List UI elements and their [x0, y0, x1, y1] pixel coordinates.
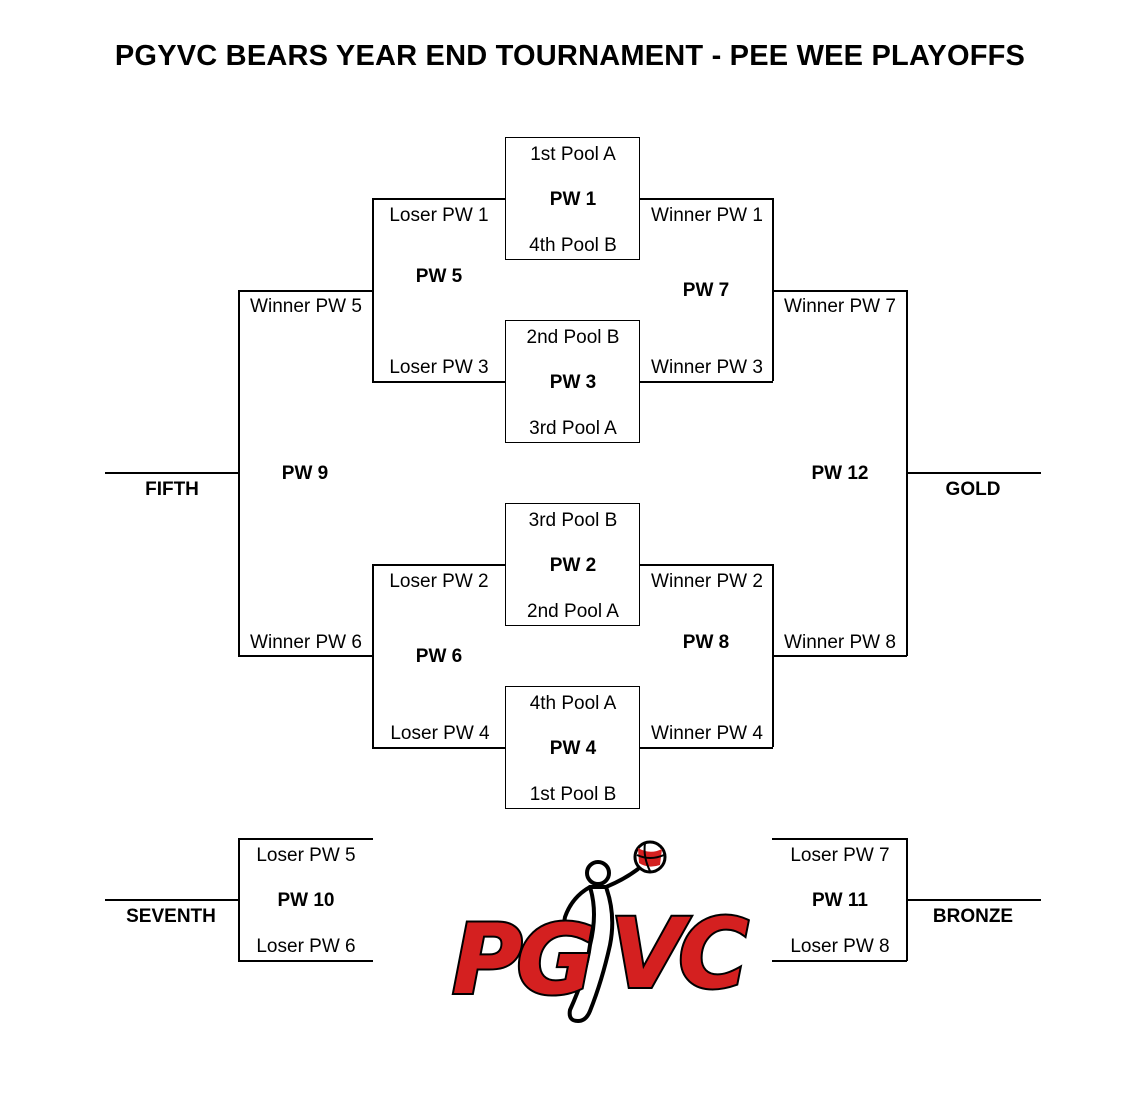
pw2-label: PW 2: [549, 555, 597, 576]
seventh-result-line: [105, 899, 239, 901]
pw10-top-line: [238, 838, 373, 840]
pw3-top-team: 2nd Pool B: [526, 327, 620, 348]
pw3-label: PW 3: [549, 372, 597, 393]
pw4-label: PW 4: [549, 738, 597, 759]
pw5-label: PW 5: [415, 266, 463, 287]
fifth-result-label: FIFTH: [145, 479, 199, 500]
pw11-label: PW 11: [812, 890, 868, 911]
pw8-bottom-line: [640, 747, 773, 749]
pgyvc-logo: [440, 835, 743, 1035]
logo-text-right: VC: [610, 898, 743, 1010]
pw7-label: PW 7: [682, 280, 730, 301]
pw3-bottom-team: 3rd Pool A: [529, 418, 617, 439]
pw12-bottom-team: Winner PW 8: [784, 632, 896, 653]
pw5-top-team: Loser PW 1: [389, 205, 489, 226]
pw6-top-team: Loser PW 2: [389, 571, 489, 592]
pw6-bottom-line: [372, 747, 505, 749]
volleyball-icon: [635, 842, 665, 872]
pw9-bottom-team: Winner PW 6: [250, 632, 362, 653]
pw11-bottom-team: Loser PW 8: [790, 936, 890, 957]
pw4-top-team: 4th Pool A: [529, 693, 617, 714]
pw7-bottom-team: Winner PW 3: [651, 357, 763, 378]
pw1-bottom-team: 4th Pool B: [529, 235, 617, 256]
pw5-bottom-team: Loser PW 3: [389, 357, 489, 378]
pw12-top-line: [772, 290, 907, 292]
pw11-top-team: Loser PW 7: [790, 845, 890, 866]
pw10-label: PW 10: [277, 890, 335, 911]
fifth-result-line: [105, 472, 239, 474]
pw10-bottom-line: [238, 960, 373, 962]
pw10-bottom-team: Loser PW 6: [256, 936, 356, 957]
pw12-bottom-line: [772, 655, 907, 657]
pw8-top-team: Winner PW 2: [651, 571, 763, 592]
pw6-top-line: [372, 564, 505, 566]
pw6-bottom-team: Loser PW 4: [390, 723, 490, 744]
bronze-result-label: BRONZE: [932, 906, 1014, 927]
pw9-top-team: Winner PW 5: [250, 296, 362, 317]
page-title: PGYVC BEARS YEAR END TOURNAMENT - PEE WEE PLAYOFFS: [114, 40, 1026, 72]
pw5-top-line: [372, 198, 505, 200]
pw7-bottom-line: [640, 381, 773, 383]
pw12-top-team: Winner PW 7: [784, 296, 896, 317]
pw1-top-team: 1st Pool A: [530, 144, 616, 165]
pw7-top-line: [640, 198, 773, 200]
gold-result-label: GOLD: [945, 479, 1001, 500]
pw8-top-line: [640, 564, 773, 566]
pw6-label: PW 6: [415, 646, 463, 667]
pw8-bottom-team: Winner PW 4: [651, 723, 763, 744]
pw1-label: PW 1: [549, 189, 597, 210]
pw5-bottom-line: [372, 381, 505, 383]
pw7-top-team: Winner PW 1: [651, 205, 763, 226]
bronze-result-line: [906, 899, 1041, 901]
pw11-bottom-line: [772, 960, 907, 962]
pw2-bottom-team: 2nd Pool A: [527, 601, 619, 622]
pw9-bottom-line: [238, 655, 373, 657]
pw2-top-team: 3rd Pool B: [528, 510, 618, 531]
seventh-result-label: SEVENTH: [126, 906, 216, 927]
pw9-top-line: [238, 290, 373, 292]
pw12-label: PW 12: [811, 463, 869, 484]
pw9-label: PW 9: [281, 463, 329, 484]
pw8-label: PW 8: [682, 632, 730, 653]
pw10-top-team: Loser PW 5: [256, 845, 356, 866]
logo-text: PG: [452, 904, 590, 1016]
pw11-top-line: [772, 838, 907, 840]
pw4-bottom-team: 1st Pool B: [529, 784, 617, 805]
gold-result-line: [906, 472, 1041, 474]
